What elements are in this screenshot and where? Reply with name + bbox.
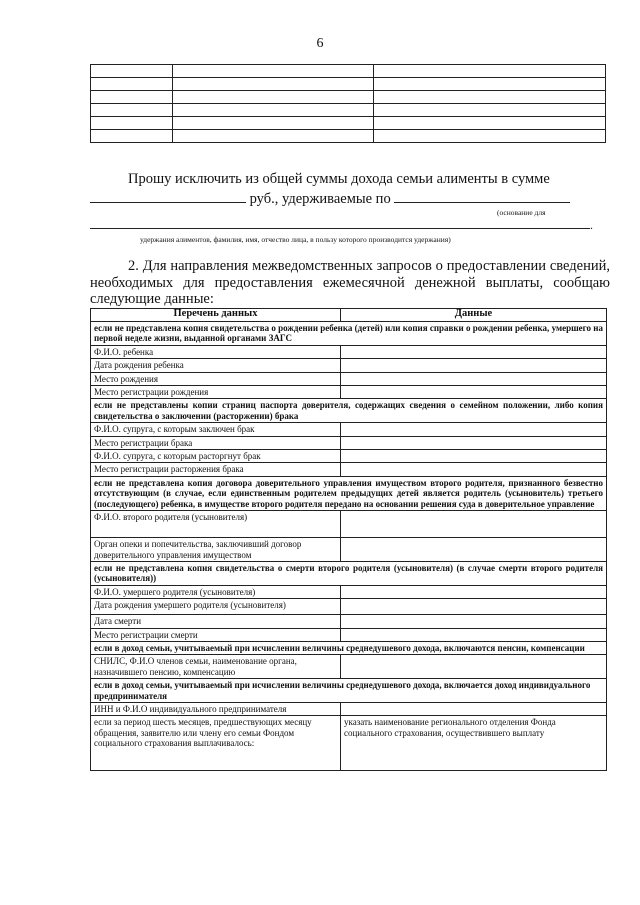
note-marriage: если не представлены копии страниц паспорта доверителя, содержащих сведения о семейном положении, либо копия свидетельства о заключении (расторжении) брака: [91, 399, 607, 423]
alimony-request-line2: руб., удерживаемые по: [246, 191, 395, 207]
alimony-request-line1: Прошу исключить из общей суммы дохода семьи алименты в сумме: [128, 171, 550, 187]
page-number: 6: [316, 36, 324, 51]
line-end-dot: .: [590, 218, 593, 232]
alimony-request: [90, 170, 610, 209]
inn-label: ИНН и Ф.И.О индивидуального предпринимателя: [91, 702, 341, 715]
death-reg-label: Место регистрации смерти: [91, 628, 341, 641]
data-table: [90, 308, 607, 771]
alimony-under-note: удержания алиментов, фамилия, имя, отчество лица, в пользу которого производится удержания): [140, 235, 451, 244]
note-pension: если в доход семьи, учитываемый при исчислении величины среднедушевого дохода, включаются пенсии, компенсации: [91, 641, 607, 654]
spouse-married-value[interactable]: [341, 423, 607, 436]
deceased-parent-label: Ф.И.О. умершего родителя (усыновителя): [91, 585, 341, 598]
note-trust: если не представлена копия договора доверительного управления имуществом второго родителя, признанного безвестно отсутствующим (в случае, если единственным родителем предыдущих детей является родитель (усыновитель) третьего (последующего) ребенка, в имуществе второго родителя передано на основании решения суда в доверительное управление: [91, 476, 607, 510]
continuation-table: [90, 64, 606, 143]
birth-place-label: Место рождения: [91, 372, 341, 385]
guardianship-org-value[interactable]: [341, 538, 607, 562]
marriage-reg-label: Место регистрации брака: [91, 436, 341, 449]
snils-value[interactable]: [341, 655, 607, 679]
second-parent-value[interactable]: [341, 511, 607, 538]
birth-date-label: Дата рождения ребенка: [91, 359, 341, 372]
paragraph-2-text: 2. Для направления межведомственных запросов о предоставлении сведений, необходимых для предоставления ежемесячной денежной выплаты, сообщаю следующие данные:: [90, 258, 610, 307]
guardianship-org-label: Орган опеки и попечительства, заключивший договор доверительного управления имуществом: [91, 538, 341, 562]
birth-reg-value[interactable]: [341, 386, 607, 399]
child-name-label: Ф.И.О. ребенка: [91, 345, 341, 358]
divorce-reg-label: Место регистрации расторжения брака: [91, 463, 341, 476]
snils-label: СНИЛС, Ф.И.О членов семьи, наименование органа, назначившего пенсию, компенсацию: [91, 655, 341, 679]
note-entrepreneur: если в доход семьи, учитываемый при исчислении величины среднедушевого дохода, включается доход индивидуального предпринимателя: [91, 679, 607, 703]
divorce-reg-value[interactable]: [341, 463, 607, 476]
death-date-label: Дата смерти: [91, 615, 341, 628]
note-birth: если не представлена копия свидетельства о рождении ребенка (детей) или копия справки о рождении ребенка, умершего на первой неделе жизни, выданной органами ЗАГС: [91, 322, 607, 346]
alimony-basis-field[interactable]: [394, 189, 570, 203]
birth-reg-label: Место регистрации рождения: [91, 386, 341, 399]
death-date-value[interactable]: [341, 615, 607, 628]
alimony-details-field[interactable]: [90, 228, 590, 229]
basis-note: (основание для: [497, 208, 546, 217]
fss-value: указать наименование регионального отделения Фонда социального страхования, осуществившего выплату: [341, 716, 607, 771]
birth-place-value[interactable]: [341, 372, 607, 385]
fss-label: если за период шесть месяцев, предшествующих месяцу обращения, заявителю или члену его семьи Фондом социального страхования выплачивалось:: [91, 716, 341, 771]
inn-value[interactable]: [341, 702, 607, 715]
birth-date-value[interactable]: [341, 359, 607, 372]
header-data: Данные: [341, 309, 607, 322]
death-reg-value[interactable]: [341, 628, 607, 641]
spouse-divorced-label: Ф.И.О. супруга, с которым расторгнут брак: [91, 450, 341, 463]
paragraph-2: [90, 258, 610, 308]
second-parent-label: Ф.И.О. второго родителя (усыновителя): [91, 511, 341, 538]
header-list: Перечень данных: [91, 309, 341, 322]
deceased-birth-label: Дата рождения умершего родителя (усыновителя): [91, 599, 341, 615]
spouse-divorced-value[interactable]: [341, 450, 607, 463]
deceased-parent-value[interactable]: [341, 585, 607, 598]
marriage-reg-value[interactable]: [341, 436, 607, 449]
deceased-birth-value[interactable]: [341, 599, 607, 615]
note-death: если не представлена копия свидетельства о смерти второго родителя (усыновителя) (в случае смерти второго родителя (усыновителя)): [91, 561, 607, 585]
spouse-married-label: Ф.И.О. супруга, с которым заключен брак: [91, 423, 341, 436]
alimony-amount-field[interactable]: [90, 189, 246, 203]
child-name-value[interactable]: [341, 345, 607, 358]
